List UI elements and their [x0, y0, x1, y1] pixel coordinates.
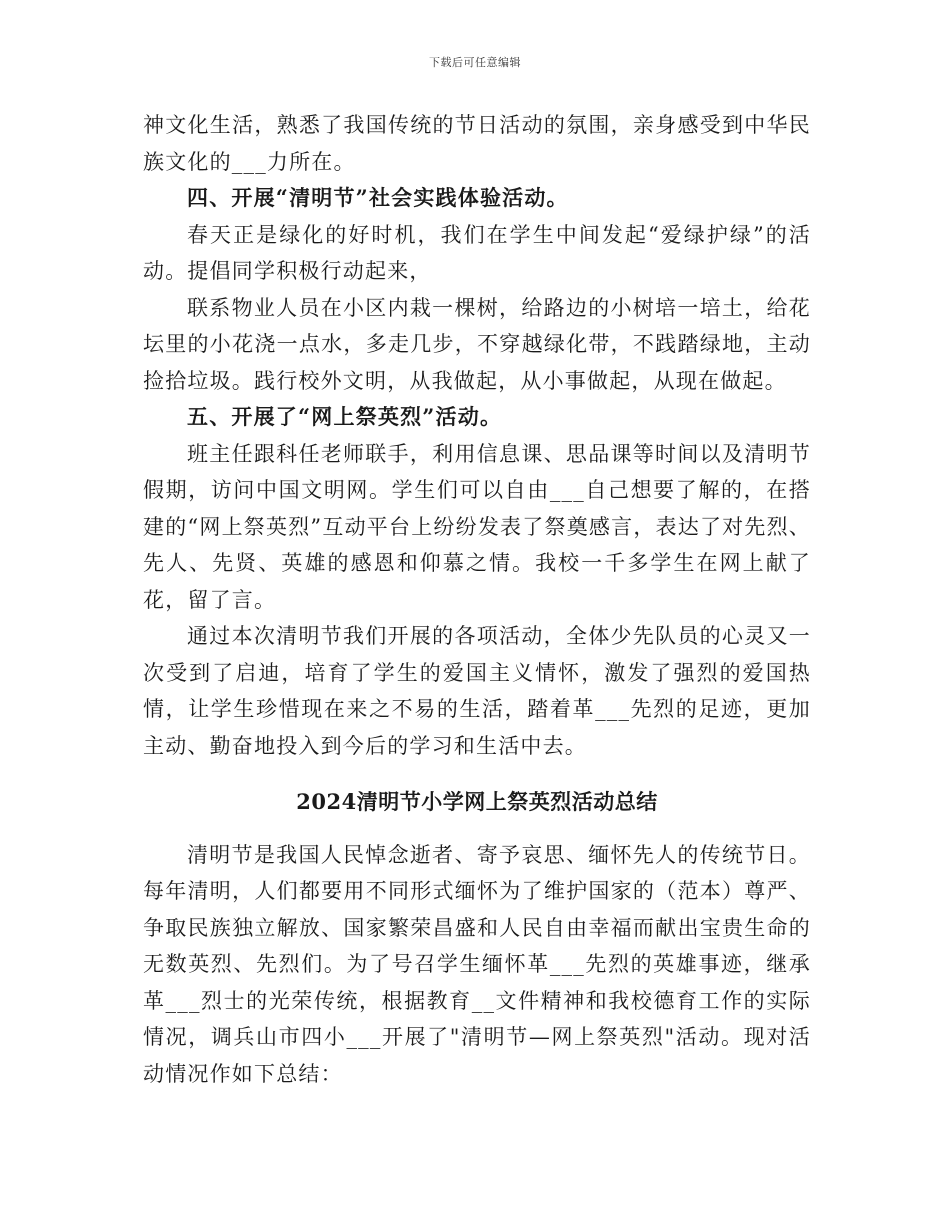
paragraph-culture-life: 神文化生活，熟悉了我国传统的节日活动的氛围，亲身感受到中华民族文化的___力所在。 — [143, 113, 811, 174]
paragraph-conclusion: 通过本次清明节我们开展的各项活动，全体少先队员的心灵又一次受到了启迪，培育了学生的爱国主义情怀，激发了强烈的爱国热情，让学生珍惜现在来之不易的生活，踏着革___先烈的足迹，更加主动、勤奋地投入到今后的学习和生活中去。 — [143, 624, 811, 758]
document-title: 2024清明节小学网上祭英烈活动总结 — [296, 789, 658, 814]
paragraph-community-action: 联系物业人员在小区内栽一棵树，给路边的小树培一培土，给花坛里的小花浇一点水，多走几步，不穿越绿化带，不践踏绿地，主动捡拾垃圾。践行校外文明，从我做起，从小事做起，从现在做起。 — [143, 295, 811, 393]
header-note: 下载后可任意编辑 — [429, 56, 521, 69]
paragraph-online-memorial: 班主任跟科任老师联手，利用信息课、思品课等时间以及清明节假期，访问中国文明网。学生们可以自由___自己想要了解的，在搭建的“网上祭英烈”互动平台上纷纷发表了祭奠感言，表达了对先烈、先人、先贤、英雄的感恩和仰慕之情。我校一千多学生在网上献了花，留了言。 — [143, 441, 811, 612]
section-heading-five: 五、开展了“网上祭英烈”活动。 — [187, 404, 503, 429]
document-body — [143, 107, 811, 1092]
section-heading-four: 四、开展“清明节”社会实践体验活动。 — [187, 185, 569, 210]
paragraph-greening: 春天正是绿化的好时机，我们在学生中间发起“爱绿护绿”的活动。提倡同学积极行动起来， — [143, 222, 811, 283]
paragraph-summary-intro: 清明节是我国人民悼念逝者、寄予哀思、缅怀先人的传统节日。每年清明，人们都要用不同形式缅怀为了维护国家的（范本）尊严、争取民族独立解放、国家繁荣昌盛和人民自由幸福而献出宝贵生命的无数英烈、先烈们。为了号召学生缅怀革___先烈的英雄事迹，继承革___烈士的光荣传统，根据教育__文件精神和我校德育工作的实际情况，调兵山市四小___开展了"清明节—网上祭英烈"活动。现对活动情况作如下总结： — [143, 842, 811, 1086]
